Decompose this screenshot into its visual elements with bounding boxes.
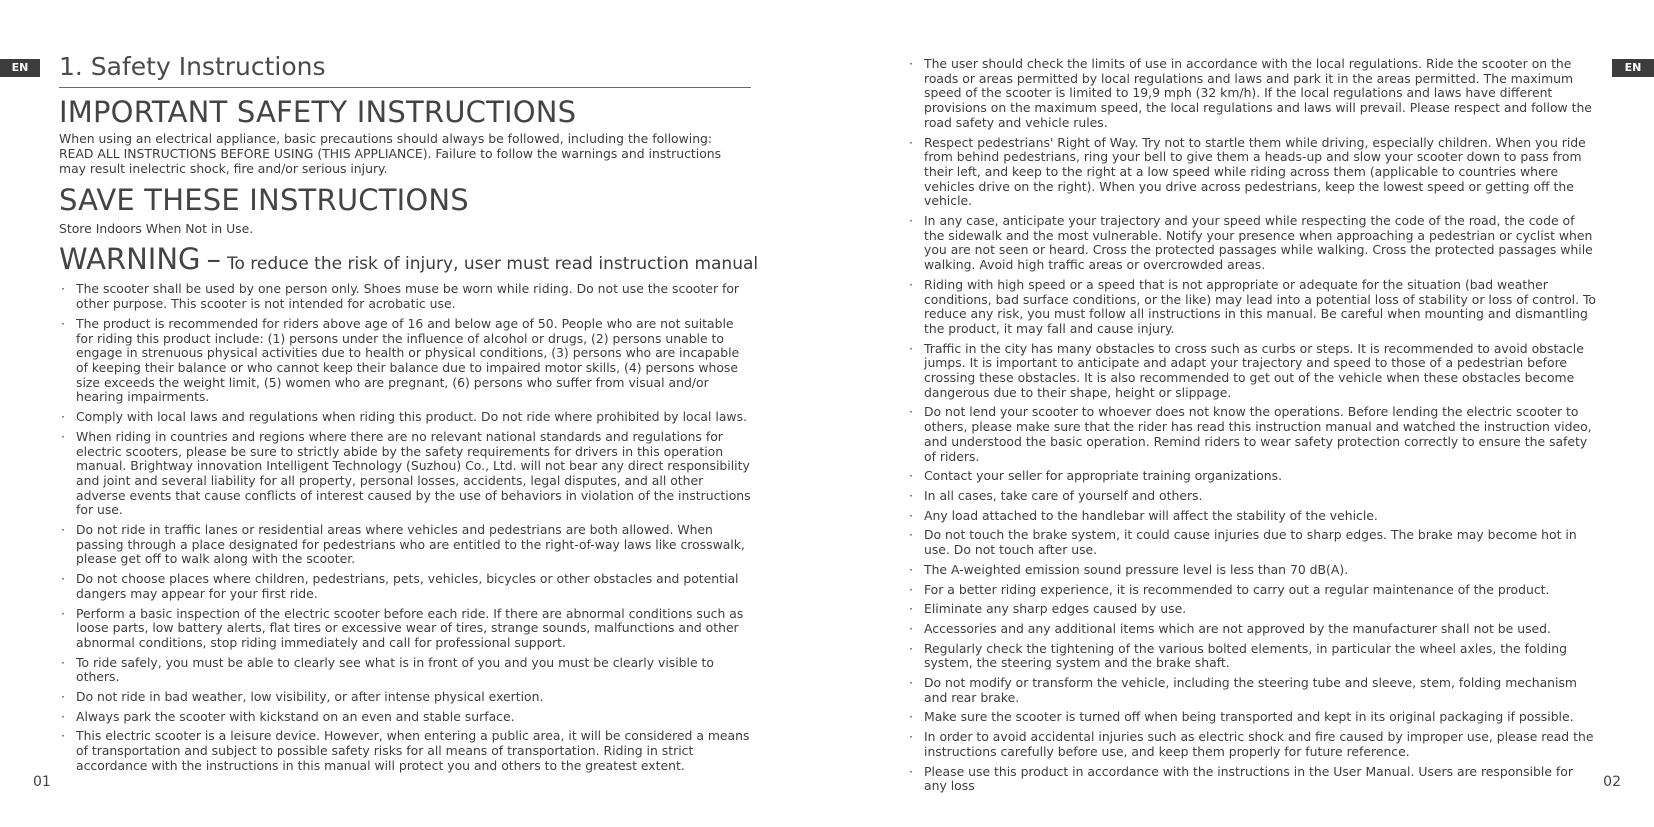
bullet-text: Comply with local laws and regulations when riding this product. Do not ride where prohibited by local laws.	[76, 409, 747, 425]
bullet-dot-icon: ·	[909, 640, 913, 656]
bullet-text: The scooter shall be used by one person only. Shoes muse be worn while riding. Do not use the scooter for other purpose. This scooter is not intended for acrobatic use.	[76, 281, 740, 312]
bullet-dot-icon: ·	[61, 605, 65, 621]
bullet-text: Contact your seller for appropriate training organizations.	[924, 468, 1283, 484]
left-page	[59, 52, 759, 779]
bullet-text: Do not ride in traffic lanes or residential areas where vehicles and pedestrians are both allowed. When passing through a place designated for pedestrians who are entitled to the right-of-way laws like crosswalk, please get off to walk along with the scooter.	[76, 522, 745, 567]
bullet-dot-icon: ·	[61, 728, 65, 744]
store-text: Store Indoors When Not in Use.	[59, 221, 254, 237]
warning-word: WARNING	[59, 242, 201, 277]
bullet-text: In any case, anticipate your trajectory and your speed while respecting the code of the road, the code of the sidewalk and the most vulnerable. Notify your presence when approaching a pedestrian or cyclist when you are not seen or heard. Cross the protected passages while walking. Cross the protected passages while walking. Avoid high traffic areas or overcrowded areas.	[924, 213, 1593, 273]
bullet-dot-icon: ·	[909, 56, 913, 71]
bullet-text: Riding with high speed or a speed that is not appropriate or adequate for the situation (bad weather conditions, bad surface conditions, or the like) may lead into a potential loss of stability or loss of control. To reduce any risk, you must follow all instructions in this manual. Be careful when mounting and dismantling the product, it may fall and cause injury.	[924, 276, 1597, 336]
bullet-item	[907, 765, 1597, 794]
bullet-dot-icon: ·	[61, 315, 65, 331]
left-bullet-list	[59, 282, 751, 773]
page-number-left: 01	[33, 774, 51, 790]
bullet-item	[59, 710, 751, 725]
bullet-text: The product is recommended for riders above age of 16 and below age of 50. People who are not suitable for riding this product include: (1) persons under the influence of alcohol or drugs, (2) persons unable to engage in strenuous physical activities due to health or physical conditions, (3) persons who are incapable of keeping their balance or who cannot keep their balance due to impaired motor skills, (4) persons whose size exceeds the weight limit, (5) women who are pregnant, (6) persons who suffer from visual and/or hearing impairments.	[76, 315, 740, 405]
bullet-dot-icon: ·	[909, 763, 913, 779]
page-number-right: 02	[1603, 774, 1621, 790]
bullet-item	[907, 676, 1597, 705]
bullet-text: For a better riding experience, it is recommended to carry out a regular maintenance of the product.	[924, 581, 1550, 597]
right-page	[907, 57, 1597, 799]
bullet-dot-icon: ·	[61, 409, 65, 425]
language-tab-left: EN	[0, 59, 40, 77]
bullet-text: The user should check the limits of use in accordance with the local regulations. Ride the scooter on the roads or areas permitted by local regulations and laws and park it in the areas permitted. The maximum speed of the scooter is limited to 19,9 mph (32 km/h). If the local regulations and laws have different provisions on the maximum speed, the local regulations and laws will prevail. Please respect and follow the road safety and vehicle rules.	[924, 56, 1592, 130]
important-heading: IMPORTANT SAFETY INSTRUCTIONS	[59, 95, 577, 129]
bullet-text: In all cases, take care of yourself and others.	[924, 487, 1203, 503]
bullet-item	[907, 710, 1597, 725]
warning-subtitle: To reduce the risk of injury, user must read instruction manual	[227, 254, 759, 275]
bullet-item	[59, 729, 751, 773]
bullet-text: Respect pedestrians' Right of Way. Try not to startle them while driving, especially children. When you ride from behind pedestrians, ring your bell to give them a heads-up and slow your scooter down to pass from their left, and keep to the right at a low speed while riding across them (applicable to countries where vehicles drive on the right). When you drive across pedestrians, keep the lowest speed or getting off the vehicle.	[924, 134, 1586, 209]
save-heading: SAVE THESE INSTRUCTIONS	[59, 183, 469, 218]
bullet-item	[907, 528, 1597, 557]
bullet-dot-icon: ·	[909, 729, 913, 745]
bullet-dot-icon: ·	[909, 581, 913, 597]
bullet-item	[907, 642, 1597, 671]
bullet-text: Do not touch the brake system, it could cause injuries due to sharp edges. The brake may become hot in use. Do not touch after use.	[924, 527, 1577, 558]
bullet-item	[907, 405, 1597, 464]
bullet-text: To ride safely, you must be able to clearly see what is in front of you and you must be clearly visible to others.	[76, 654, 714, 685]
bullet-text: Accessories and any additional items which are not approved by the manufacturer shall not be used.	[924, 620, 1551, 636]
bullet-dot-icon: ·	[909, 404, 913, 420]
bullet-dot-icon: ·	[909, 561, 913, 577]
bullet-item	[59, 523, 751, 567]
bullet-dot-icon: ·	[61, 571, 65, 587]
bullet-item	[59, 282, 751, 311]
bullet-item	[907, 136, 1597, 210]
warning-dash: –	[206, 242, 221, 277]
bullet-item	[59, 607, 751, 651]
bullet-text: The A-weighted emission sound pressure level is less than 70 dB(A).	[924, 561, 1349, 577]
bullet-text: When riding in countries and regions where there are no relevant national standards and regulations for electric scooters, please be sure to strictly abide by the safety requirements for drivers in this operation manual. Brightway innovation Intelligent Technology (Suzhou) Co., Ltd. will not bear any direct responsibility and joint and several liability for all property, personal losses, accidents, legal disputes, and all other adverse events that cause conflicts of interest caused by the use of behaviors in violation of the instructions for use.	[76, 428, 751, 518]
bullet-dot-icon: ·	[909, 675, 913, 691]
bullet-item	[907, 602, 1597, 617]
bullet-dot-icon: ·	[909, 487, 913, 503]
bullet-dot-icon: ·	[909, 276, 913, 292]
language-tab-right: EN	[1612, 59, 1654, 77]
bullet-item	[907, 469, 1597, 484]
bullet-item	[907, 278, 1597, 337]
bullet-dot-icon: ·	[61, 281, 65, 297]
bullet-item	[907, 583, 1597, 598]
warning-heading	[59, 242, 759, 277]
bullet-text: Make sure the scooter is turned off when being transported and kept in its original packaging if possible.	[924, 709, 1574, 725]
bullet-text: Regularly check the tightening of the various bolted elements, in particular the wheel axles, the folding system, the steering system and the brake shaft.	[924, 640, 1567, 671]
bullet-dot-icon: ·	[909, 709, 913, 725]
bullet-item	[59, 410, 751, 425]
bullet-dot-icon: ·	[909, 507, 913, 523]
bullet-text: This electric scooter is a leisure device. However, when entering a public area, it will be considered a means of transportation and subject to possible safety risks for all means of transportation. Riding in strict accordance with the instructions in this manual will protect you and others to the greatest extent.	[76, 728, 750, 773]
section-title: 1. Safety Instructions	[59, 52, 751, 88]
bullet-dot-icon: ·	[909, 601, 913, 617]
bullet-text: Perform a basic inspection of the electric scooter before each ride. If there are abnormal conditions such as loose parts, low battery alerts, flat tires or excessive wear of tires, strange sounds, malfunctions and other abnormal conditions, stop riding immediately and call for professional support.	[76, 605, 744, 650]
bullet-dot-icon: ·	[909, 468, 913, 484]
bullet-text: Do not lend your scooter to whoever does not know the operations. Before lending the electric scooter to others, please make sure that the rider has read this instruction manual and watched the instruction video, and understood the basic operation. Remind riders to wear safety protection correctly to ensure the safety of riders.	[924, 404, 1592, 464]
bullet-dot-icon: ·	[909, 527, 913, 543]
bullet-item	[907, 730, 1597, 759]
bullet-text: Always park the scooter with kickstand on an even and stable surface.	[76, 708, 515, 724]
bullet-dot-icon: ·	[61, 522, 65, 538]
intro-line-2: READ ALL INSTRUCTIONS BEFORE USING (THIS APPLIANCE). Failure to follow the warnings and instructions may result inelectric shock, fire and/or serious injury.	[59, 145, 722, 176]
bullet-item	[907, 563, 1597, 578]
bullet-text: Do not modify or transform the vehicle, including the steering tube and sleeve, stem, folding mechanism and rear brake.	[924, 675, 1578, 705]
bullet-item	[59, 430, 751, 518]
bullet-item	[907, 57, 1597, 131]
bullet-dot-icon: ·	[61, 689, 65, 705]
bullet-item	[907, 342, 1597, 401]
bullet-text: Any load attached to the handlebar will affect the stability of the vehicle.	[924, 507, 1378, 523]
bullet-dot-icon: ·	[909, 213, 913, 229]
bullet-text: Please use this product in accordance with the instructions in the User Manual. Users are responsible for any loss	[924, 763, 1573, 794]
bullet-text: Eliminate any sharp edges caused by use.	[924, 601, 1187, 617]
bullet-text: Do not ride in bad weather, low visibility, or after intense physical exertion.	[76, 689, 544, 705]
intro-line-1: When using an electrical appliance, basic precautions should always be followed, including the following:	[59, 131, 713, 147]
bullet-dot-icon: ·	[909, 620, 913, 636]
bullet-text: Traffic in the city has many obstacles to cross such as curbs or steps. It is recommended to avoid obstacle jumps. It is important to anticipate and adapt your trajectory and speed to those of a pedestrian before crossing these obstacles. It is also recommended to get out of the vehicle when these obstacles become dangerous due to their shape, height or slippage.	[924, 340, 1584, 400]
bullet-dot-icon: ·	[909, 340, 913, 356]
bullet-text: Do not choose places where children, pedestrians, pets, vehicles, bicycles or other obstacles and potential dangers may appear for your first ride.	[76, 571, 739, 601]
bullet-item	[59, 690, 751, 705]
bullet-item	[59, 572, 751, 601]
bullet-text: In order to avoid accidental injuries such as electric shock and fire caused by improper use, please read the instructions carefully before use, and keep them properly for future reference.	[924, 729, 1594, 759]
right-bullet-list	[907, 57, 1597, 794]
bullet-item	[59, 317, 751, 405]
bullet-dot-icon: ·	[61, 428, 65, 444]
bullet-item	[907, 509, 1597, 524]
bullet-item	[59, 656, 751, 685]
bullet-item	[907, 214, 1597, 273]
bullet-item	[907, 622, 1597, 637]
bullet-item	[907, 489, 1597, 504]
bullet-dot-icon: ·	[61, 654, 65, 670]
bullet-dot-icon: ·	[909, 134, 913, 150]
bullet-dot-icon: ·	[61, 708, 65, 724]
